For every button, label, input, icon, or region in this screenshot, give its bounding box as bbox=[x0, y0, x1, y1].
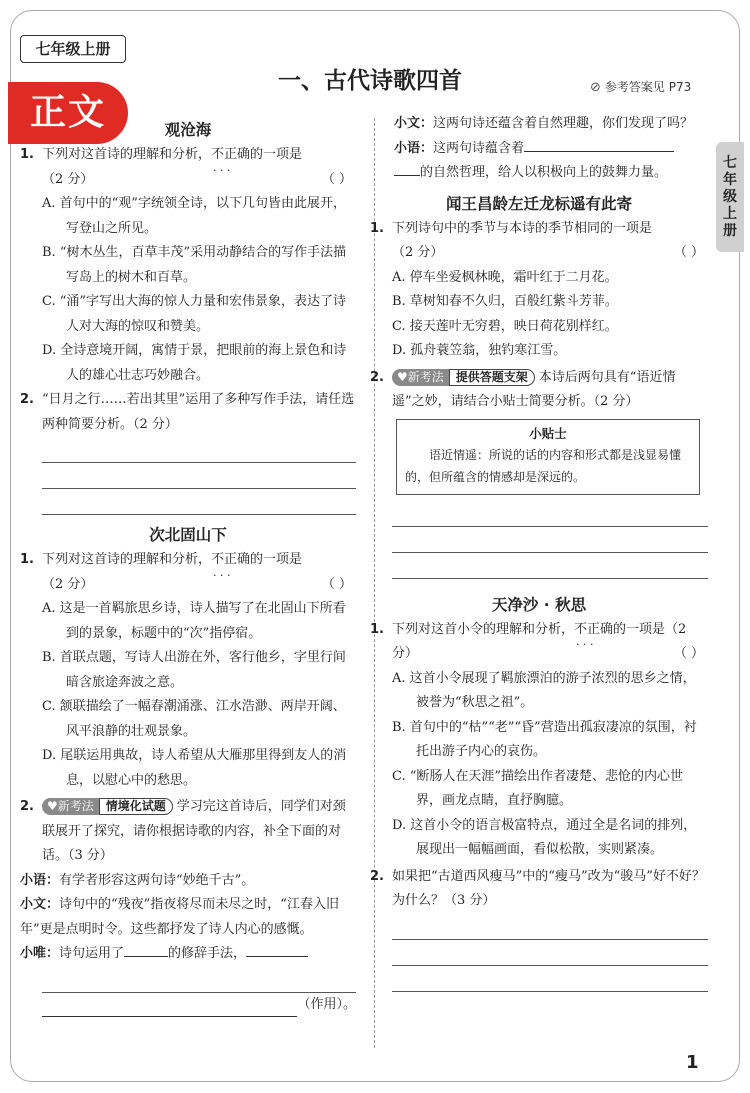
score: （2 分） bbox=[392, 621, 687, 661]
option[interactable]: B. 首句中的“枯”“老”“昏”营造出孤寂凄凉的氛围，衬托出游子内心的哀伤。 bbox=[392, 719, 697, 759]
question-stem bbox=[370, 366, 708, 415]
question bbox=[20, 143, 356, 192]
tip-title: 小贴士 bbox=[529, 425, 567, 441]
speaker: 小唯： bbox=[20, 946, 60, 961]
speaker: 小文： bbox=[20, 897, 60, 912]
option[interactable]: D. 孤舟蓑笠翁，独钓寒江雪。 bbox=[392, 343, 567, 358]
option[interactable]: B. 首联点题，写诗人出游在外，客行他乡，字里行间暗含旅途奔波之意。 bbox=[42, 650, 346, 690]
dialog-line bbox=[42, 993, 356, 1018]
dialog-text: 的修辞手法， bbox=[168, 946, 247, 961]
dialog-line bbox=[20, 869, 356, 894]
option[interactable]: B. “树木丛生，百草丰茂”采用动静结合的写作手法描写岛上的树木和百草。 bbox=[42, 245, 347, 285]
question-number: 1. bbox=[20, 147, 34, 162]
stem-part: 下列对这首小令的理解和分析， bbox=[392, 621, 575, 637]
question bbox=[20, 548, 356, 597]
side-tab-char: 年 bbox=[723, 171, 737, 188]
emphasis-text: 不正确 · · · bbox=[211, 548, 250, 573]
option[interactable]: A. 停车坐爱枫林晚，霜叶红于二月花。 bbox=[392, 269, 618, 285]
answer-paren[interactable]: （ ） bbox=[321, 171, 352, 187]
question-number: 2. bbox=[370, 369, 384, 385]
side-tab-char: 册 bbox=[723, 222, 737, 239]
question bbox=[20, 388, 356, 437]
question-number: 2. bbox=[20, 799, 34, 814]
option[interactable]: D. 全诗意境开阔，寓情于景，把眼前的海上景色和诗人的雄心壮志巧妙融合。 bbox=[42, 343, 347, 383]
new-method-badge bbox=[392, 369, 449, 386]
side-tab-char: 级 bbox=[723, 188, 737, 205]
question-number: 2. bbox=[20, 392, 34, 407]
left-column bbox=[20, 112, 356, 1017]
dialog-line bbox=[20, 942, 356, 967]
answer-paren[interactable]: （ ） bbox=[673, 646, 704, 661]
answer-paren[interactable]: （ ） bbox=[321, 576, 352, 592]
stem-part: 的一项是 bbox=[250, 147, 303, 162]
question bbox=[20, 795, 356, 869]
option[interactable]: C. “涌”字写出大海的惊人力量和宏伟景象，表达了诗人对大海的惊叹和赞美。 bbox=[42, 294, 347, 334]
stem-text: 本诗后两句具有“语近情遥”之妙，请结合小贴士简要分析。（2 分） bbox=[392, 369, 676, 409]
option[interactable]: C. 颔联描绘了一幅春潮涌涨、江水浩渺、两岸开阔、风平浪静的壮观景象。 bbox=[42, 699, 346, 739]
option[interactable]: C. “断肠人在天涯”描绘出作者凄楚、悲怆的内心世界，画龙点睛，直抒胸臆。 bbox=[392, 768, 684, 808]
stem-part: 下列对这首诗的理解和分析， bbox=[42, 147, 212, 162]
answer-line[interactable] bbox=[392, 940, 708, 966]
speaker: 小文： bbox=[394, 116, 434, 131]
question-type-badge: 提供答题支架 bbox=[449, 369, 535, 386]
fill-blank[interactable] bbox=[124, 942, 168, 957]
side-grade-tab bbox=[716, 142, 744, 252]
question-number: 1. bbox=[20, 552, 34, 567]
stem-part: 下列对这首诗的理解和分析， bbox=[42, 552, 212, 567]
fill-blank[interactable] bbox=[394, 161, 420, 176]
question-stem bbox=[20, 548, 356, 597]
right-column bbox=[370, 112, 708, 992]
dialog-text: 这两句诗还蕴含着自然理趣，你们发现了吗？ bbox=[433, 116, 694, 131]
question-number: 2. bbox=[370, 868, 384, 884]
question-number: 1. bbox=[370, 621, 384, 637]
new-method-badge bbox=[42, 798, 99, 815]
fill-blank[interactable] bbox=[524, 137, 674, 152]
stem-part: 的一项是 bbox=[250, 552, 303, 567]
emphasis-text: 不正确 · · · bbox=[211, 143, 250, 168]
heart-icon: ♥ bbox=[397, 369, 408, 384]
heart-icon: ♥ bbox=[47, 799, 58, 813]
option[interactable]: B. 草树知春不久归，百般红紫斗芳菲。 bbox=[392, 294, 618, 309]
question-stem: “日月之行……若出其里”运用了多种写作手法，请任选两种简要分析。（2 分） bbox=[42, 392, 355, 432]
speaker: 小语： bbox=[394, 140, 434, 156]
dialog-text: 诗句运用了 bbox=[59, 946, 125, 961]
side-tab-char: 上 bbox=[723, 205, 737, 222]
dialog-line bbox=[20, 893, 356, 942]
question-type-badge: 情境化试题 bbox=[99, 798, 173, 815]
grade-tag: 七年级上册 bbox=[20, 35, 126, 63]
answer-line[interactable] bbox=[392, 527, 708, 553]
dialog-line bbox=[370, 137, 708, 186]
badge-label: 新考法 bbox=[57, 799, 94, 813]
option[interactable]: C. 接天莲叶无穷碧，映日荷花别样红。 bbox=[392, 318, 618, 334]
dialog-text: （作用）。 bbox=[297, 996, 356, 1012]
answer-reference bbox=[590, 78, 691, 95]
fill-blank[interactable] bbox=[42, 998, 297, 1017]
poem-title: 闻王昌龄左迁龙标遥有此寄 bbox=[445, 194, 632, 213]
answer-paren[interactable]: （ ） bbox=[673, 245, 704, 260]
question bbox=[370, 618, 708, 667]
poem-title: 观沧海 bbox=[164, 121, 212, 139]
poem-title: 次北固山下 bbox=[149, 526, 227, 544]
score: （2 分） bbox=[392, 245, 444, 260]
dialog-text: 诗句中的“残夜”指夜将尽而未尽之时，“江春入旧年”更是点明时令。这些都抒发了诗人内心的感慨。 bbox=[20, 897, 339, 937]
question-stem bbox=[20, 795, 356, 869]
score: （2 分） bbox=[42, 171, 94, 187]
answer-line[interactable] bbox=[42, 437, 356, 463]
page-title: 一、古代诗歌四首 bbox=[278, 67, 462, 94]
stem-part: 下列诗句中的季节与本诗的季节相同的一项是 bbox=[392, 220, 653, 236]
answer-line[interactable] bbox=[392, 553, 708, 579]
section-badge: 正文 bbox=[8, 82, 128, 144]
tip-text: 语近情遥：所说的话的内容和形式都是浅显易懂的，但所蕴含的情感却是深远的。 bbox=[405, 447, 682, 484]
option[interactable]: D. 这首小令的语言极富特点，通过全是名词的排列，展现出一幅幅画面，看似松散，实则紧凑。 bbox=[392, 817, 697, 857]
option[interactable]: A. 这是一首羁旅思乡诗，诗人描写了在北固山下所看到的景象，标题中的“次”指停宿。 bbox=[42, 601, 346, 641]
page-number: 1 bbox=[686, 1052, 699, 1073]
badge-label: 新考法 bbox=[407, 369, 444, 384]
answer-line[interactable] bbox=[42, 463, 356, 489]
option[interactable]: A. 首句中的“观”字统领全诗，以下几句皆由此展开，写登山之所见。 bbox=[42, 196, 346, 236]
answer-line[interactable] bbox=[392, 966, 708, 992]
question-stem: 如果把“古道西风瘦马”中的“瘦马”改为“骏马”好不好？为什么？（3 分） bbox=[392, 868, 705, 908]
answer-line[interactable] bbox=[42, 489, 356, 515]
question-number: 1. bbox=[370, 220, 384, 236]
question bbox=[370, 865, 708, 914]
poem-title: 天净沙 · 秋思 bbox=[491, 595, 587, 614]
answer-line[interactable] bbox=[42, 967, 356, 993]
answer-line[interactable] bbox=[392, 501, 708, 527]
dialog-text: 有学者形容这两句诗“妙绝千古”。 bbox=[59, 872, 255, 888]
option[interactable]: A. 这首小令展现了羁旅漂泊的游子浓烈的思乡之情，被誉为“秋思之祖”。 bbox=[392, 670, 696, 710]
question-stem bbox=[370, 217, 708, 266]
dialog-text: 的自然哲理，给人以积极向上的鼓舞力量。 bbox=[420, 165, 668, 180]
question bbox=[370, 217, 708, 266]
paperclip-icon: ⊘ bbox=[590, 80, 601, 95]
option[interactable]: D. 尾联运用典故，诗人希望从大雁那里得到友人的消息，以慰心中的愁思。 bbox=[42, 748, 347, 788]
question bbox=[370, 366, 708, 415]
answer-line[interactable] bbox=[392, 914, 708, 940]
score: （2 分） bbox=[42, 576, 94, 592]
tip-box bbox=[396, 419, 700, 495]
dialog-text: 这两句诗蕴含着 bbox=[433, 140, 525, 156]
stem-text: 学习完这首诗后，同学们对颈联展开了探究，请你根据诗歌的内容，补全下面的对话。（3 分） bbox=[42, 799, 346, 863]
side-tab-char: 七 bbox=[723, 154, 737, 171]
fill-blank[interactable] bbox=[246, 942, 308, 957]
speaker: 小语： bbox=[20, 872, 60, 888]
question-stem bbox=[370, 618, 708, 667]
emphasis-text: 不正确 · · · bbox=[574, 618, 613, 643]
dialog-line bbox=[370, 112, 708, 137]
answer-reference-text: 参考答案见 P73 bbox=[604, 80, 692, 94]
question-stem bbox=[20, 143, 356, 192]
stem-part: 的一项是 bbox=[613, 621, 666, 637]
